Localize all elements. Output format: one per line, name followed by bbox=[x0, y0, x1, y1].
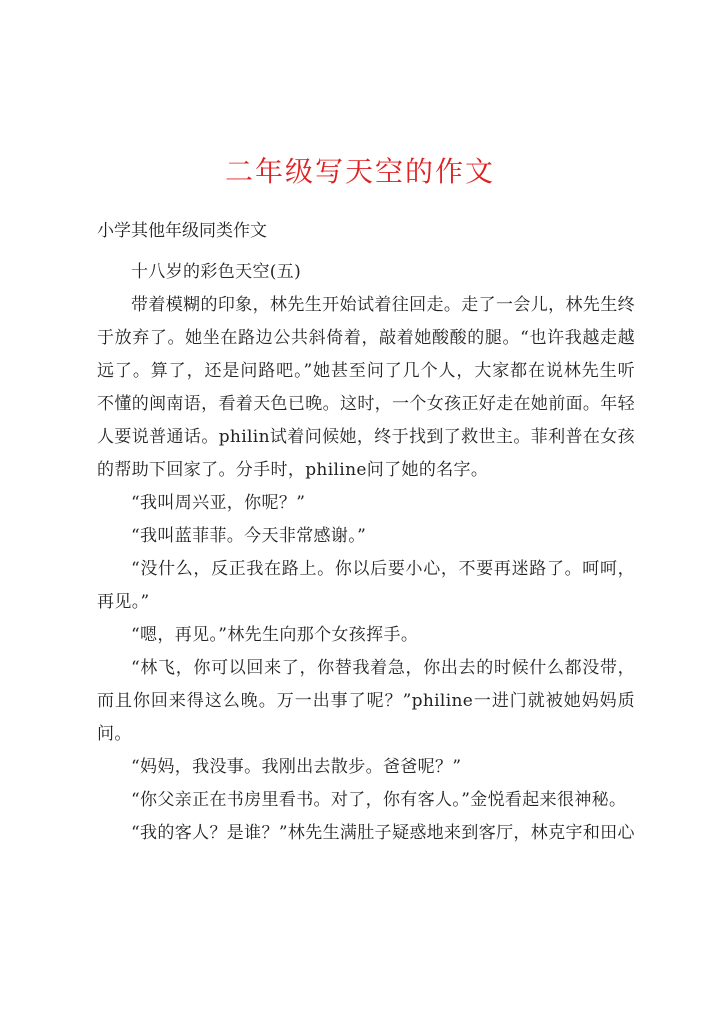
document-body bbox=[97, 256, 635, 850]
document-subtitle: 小学其他年级同类作文 bbox=[97, 221, 267, 241]
paragraph: “没什么，反正我在路上。你以后要小心，不要再迷路了。呵呵，再见。” bbox=[97, 559, 635, 612]
paragraph: “我叫蓝菲菲。今天非常感谢。” bbox=[131, 526, 367, 546]
paragraph: “我叫周兴亚，你呢？” bbox=[131, 493, 306, 513]
paragraph-section-heading: 十八岁的彩色天空(五) bbox=[131, 262, 302, 282]
paragraph: “妈妈，我没事。我刚出去散步。爸爸呢？” bbox=[131, 757, 462, 777]
paragraph: “林飞，你可以回来了，你替我着急，你出去的时候什么都没带，而且你回来得这么晚。万一出事了呢？”philine一进门就被她妈妈质问。 bbox=[97, 658, 635, 744]
paragraph: “我的客人？是谁？”林先生满肚子疑惑地来到客厅，林克宇和田心 bbox=[131, 823, 635, 843]
document-title: 二年级写天空的作文 bbox=[224, 155, 495, 188]
paragraph: “嗯，再见。”林先生向那个女孩挥手。 bbox=[131, 625, 419, 645]
paragraph: “你父亲正在书房里看书。对了，你有客人。”金悦看起来很神秘。 bbox=[131, 790, 627, 810]
paragraph: 带着模糊的印象，林先生开始试着往回走。走了一会儿，林先生终于放弃了。她坐在路边公共斜倚着，敲着她酸酸的腿。“也许我越走越远了。算了，还是问路吧。”她甚至问了几个人，大家都在说林先生听不懂的闽南语，看着天色已晚。这时，一个女孩正好走在她前面。年轻人要说普通话。philin试着问候她，终于找到了救世主。菲利普在女孩的帮助下回家了。分手时，philine问了她的名字。 bbox=[97, 295, 635, 480]
